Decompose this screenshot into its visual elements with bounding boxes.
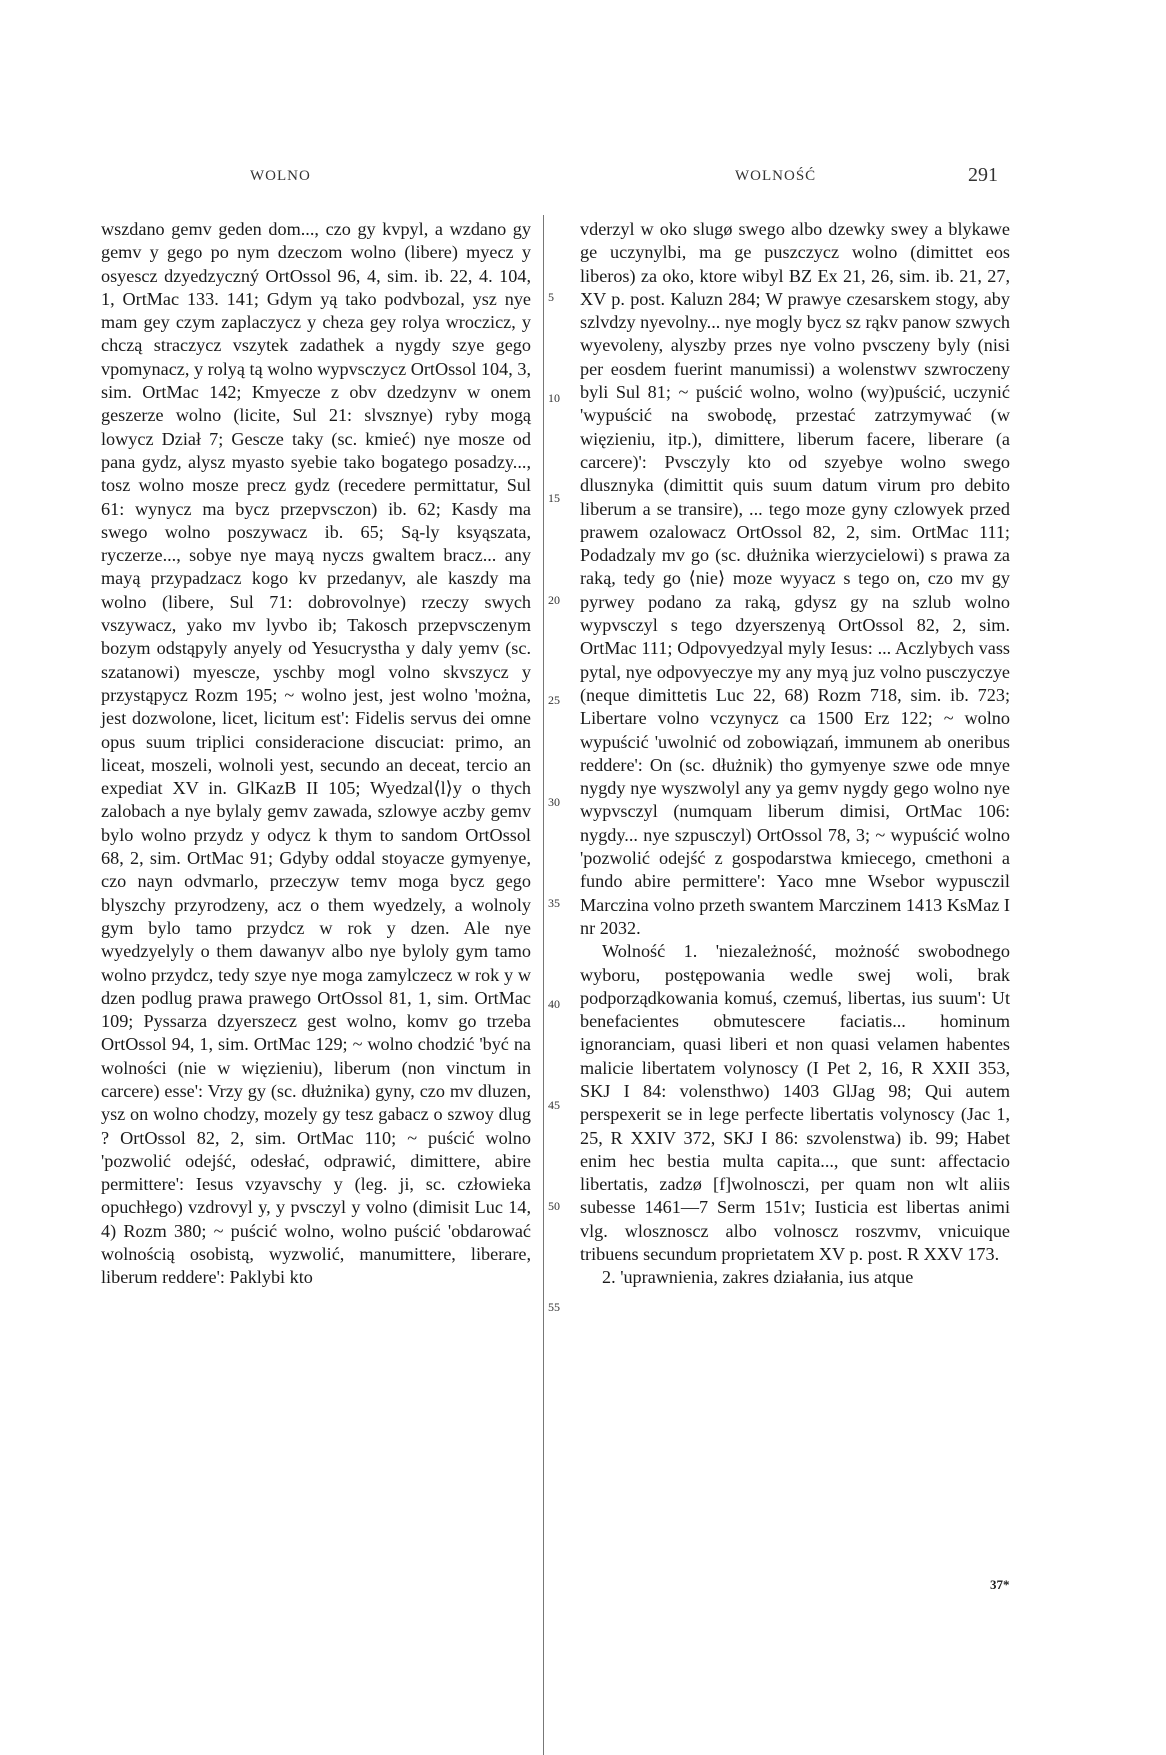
paragraph: vderzyl w oko slugø swego albo dzewky swey a blykawe ge uczynylbi, ma ge puszczycz wolno (dimittet eos liberos) za oko, ktore wibyl BZ Ex 21, 26, sim. ib. 21, 27, XV p. post. Kaluzn 284; W prawye czesarskem stogy, aby szlvdzy nyevolny... nye mogly bycz sz rąkv panow szwych wyevoleny, alyszby przes nye volno pvsczeny byly (nisi per eosdem fuerint manumissi) a wolenstwv szwroczeny byli Sul 81; ~ puścić wolno, wolno (wy)puścić, uczynić 'wypuścić na swobodę, przestać zatrzymywać (w więzieniu, itp.), dimittere, liberum facere, liberare (a carcere)': Pvsczyly kto od szyebye wolno swego dlusznyka (dimittit quis suum datum virum pro debito liberum a se transire), ... tego moze gyny czlowyek przed prawem ozalowacz OrtOssol 82, 2, sim. OrtMac 111; Podadzaly mv go (sc. dłużnika wierzycielowi) s prawa za raką, tedy go ⟨nie⟩ moze wyyacz s tego on, czo mv gy pyrwey podano za raką, gdysz gy na szlub wolno wypvsczyl s tego dzyerszenyą OrtOssol 82, 2, sim. OrtMac 111; Odpovyedzyal myly Iesus: ... Aczlybych vass pytal, nye odpovyeczye my any myą juz volno pusczyczye (neque dimittetis Luc 22, 68) Rozm 718, sim. ib. 723; Libertare volno vczynycz ca 1500 Erz 122; ~ wolno wypuścić 'uwolnić od zobowiązań, immunem ab oneribus reddere': On (sc. dłużnik) tho gymyenye szwe ode mnye nygdy nye wyszwolyl any ya gemv nygdy gego wolno nye wypvsczyl (numquam liberum dimisi, OrtMac 106: nygdy... nye szpusczyl) OrtOssol 78, 3; ~ wypuścić wolno 'pozwolić odejść z gospodarstwa kmiecego, cmethoni a fundo abire permittere': Yaco mne Wsebor wypusczil Marczina volno przeth swantem Marczinem 1413 KsMaz I nr 2032. — [580, 219, 1010, 938]
line-number: 20 — [548, 593, 560, 607]
right-column — [580, 218, 1010, 1290]
entry-wolnosc-sense-1: Wolność 1. 'niezależność, możność swobodnego wyboru, postępowania wedle swej woli, brak podporządkowania komuś, czemuś, libertas, ius suum': Ut benefacientes obmutescere faciatis... hominum ignoranciam, quasi liberi et non quasi velamen habentes malicie libertatem volynoscy (I Pet 2, 16, R XXII 353, SKJ I 84: volensthwo) 1403 GlJag 98; Qui autem perspexerit se in lege perfecte libertatis volynoscy (Jac 1, 25, R XXIV 372, SKJ I 86: szvolenstwa) ib. 99; Habet enim hec bestia multa capita..., que sunt: affectacio libertatis, zadzø [f]wolnosczi, per quam non wlt aliis subesse 1461—7 Serm 151v; Iusticia est libertas animi vlg. wlosznoscz albo volnoscz roszvmv, vnicuique tribuens secundum proprietatem XV p. post. R XXV 173. — [580, 941, 1010, 1265]
line-number: 45 — [548, 1098, 560, 1112]
column-divider — [543, 215, 544, 1755]
running-head-left: WOLNO — [250, 168, 311, 184]
line-number: 25 — [548, 693, 560, 707]
left-column — [101, 218, 531, 1290]
page-number: 291 — [968, 164, 998, 186]
line-number: 10 — [548, 391, 560, 405]
line-number: 35 — [548, 896, 560, 910]
paragraph: wszdano gemv geden dom..., czo gy kvpyl, a wzdano gy gemv y gego po nym dzeczom wolno (libere) myecz y osyescz dzyedzyczný OrtOssol 96, 4, sim. ib. 22, 4. 104, 1, OrtMac 133. 141; Gdym yą tako podvbozal, ysz nye mam gey czym zaplaczycz y cheza gey rolya wroczicz, y chczą straczycz vszytek zadathek a nygdy szye gego vpomynacz, y rolyą tą wolno wypvsczycz OrtOssol 104, 3, sim. OrtMac 142; Kmyecze z obv dzedzynv w onem geszerze wolno (licite, Sul 21: slvsznye) ryby mogą lowycz Dział 7; Gescze taky (sc. kmieć) nye mosze od pana gydz, alysz myasto syebie tako bogatego posadzy..., tosz wolno mosze precz gydz (recedere permittatur, Sul 61: wynycz ma bycz przepvsczon) ib. 62; Kasdy ma swego wolno poszywacz ib. 65; Są-ly ksyąszata, ryczerze..., sobye nye mayą nyczs gwaltem bracz... any mayą przypadzacz kogo kv przedanyv, ale kaszdy ma wolno (libere, Sul 71: dobrovolnye) rzeczy swych vszywacz, yako mv lyvbo ib; Takosch przepvsczenym bozym odstąpyly anyely od Yesucrystha y daly yemv (sc. szatanowi) myescze, yschby mogl volno skvszycz y przystąpycz Rozm 195; ~ wolno jest, jest wolno 'można, jest dozwolone, licet, licitum est': Fidelis servus dei omne opus suum triplici consideracione discuciat: primo, an liceat, moszeli, wolnoli yest, secundo an deceat, tercio an expediat XV in. GlKazB II 105; Wyedzal⟨l⟩y o thych zalobach a nye bylaly gemv zawada, szlowye aczby gemv bylo wolno przydz y odycz k thym to sandom OrtOssol 68, 2, sim. OrtMac 91; Gdyby oddal stoyacze gymyenye, czo nayn odvmarlo, przeczyw temv moga bycz gego blyszchy przyrodzeny, acz o them wyedzely, a wolnoly gym bylo tamo przydcz w rok y dzen. Ale nye wyedzyelyly o them dawanyv albo nye byloly gym tamo wolno przydcz, tedy szye nye moga zamylczecz w rok y w dzen podlug prawa prawego OrtOssol 81, 1, sim. OrtMac 109; Pyssarza dzyerszecz gest wolno, komv go trzeba OrtOssol 94, 1, sim. OrtMac 129; ~ wolno chodzić 'być na wolności (nie w więzieniu), liberum (non vinctum in carcere) esse': Vrzy gy (sc. dłużnika) gyny, czo mv dluzen, ysz on wolno chodzy, mozely gy tesz gabacz o szwoy dlug ? OrtOssol 82, 2, sim. OrtMac 110; ~ puścić wolno 'pozwolić odejść, odesłać, odprawić, dimittere, abire permittere': Iesus vzyavschy y (leg. ji, sc. człowieka opuchłego) vzdrovyl y, y pvsczyl y volno (dimisit Luc 14, 4) Rozm 380; ~ puścić wolno, wolno puścić 'obdarować wolnością osobistą, wyzwolić, manumittere, liberare, liberum reddere': Paklybi kto — [101, 219, 531, 1288]
entry-wolnosc-sense-2: 2. 'uprawnienia, zakres działania, ius atque — [602, 1267, 914, 1288]
line-number: 55 — [548, 1300, 560, 1314]
running-head-right: WOLNOŚĆ — [735, 168, 817, 184]
line-number: 30 — [548, 795, 560, 809]
line-number: 15 — [548, 491, 560, 505]
line-number: 40 — [548, 997, 560, 1011]
line-number: 5 — [548, 290, 554, 304]
line-number: 50 — [548, 1199, 560, 1213]
signature-mark: 37* — [990, 1577, 1010, 1592]
